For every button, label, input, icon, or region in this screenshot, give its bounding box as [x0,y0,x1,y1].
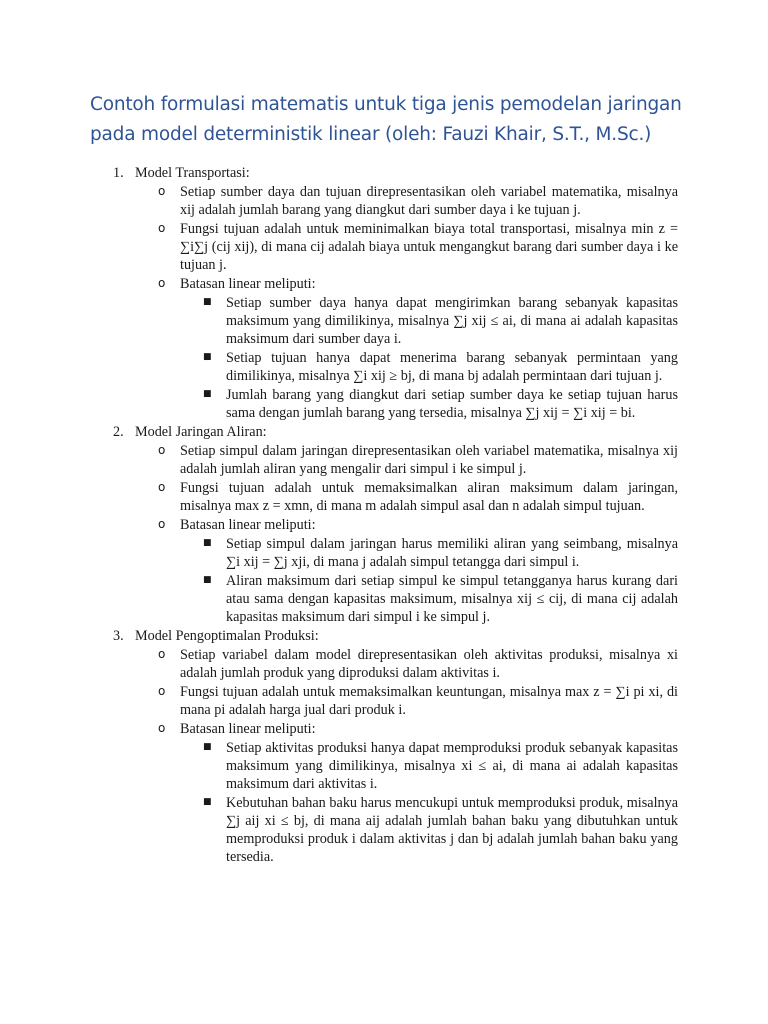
circle-bullet-icon: o [158,721,166,735]
section-title: Model Pengoptimalan Produksi: [135,628,319,644]
section-number: 2. [113,424,124,440]
section-transportasi [0,164,768,422]
square-bullet-icon: ■ [203,742,212,752]
document-body [0,164,768,867]
sub-list-item: ■ Setiap sumber daya hanya dapat mengirimkan barang sebanyak kapasitas maksimum yang dimilikinya, misalnya ∑j xij ≤ ai, di mana ai adalah kapasitas maksimum dari sumber daya i. [203,295,678,347]
section-number: 3. [113,628,124,644]
circle-bullet-icon: o [158,684,166,698]
list-item: o Fungsi tujuan adalah untuk meminimalkan biaya total transportasi, misalnya min z = ∑i∑j (cij xij), di mana cij adalah biaya untuk mengangkut barang dari sumber daya i ke tujuan j. [158,221,678,273]
list-item: o Fungsi tujuan adalah untuk memaksimalkan keuntungan, misalnya max z = ∑i pi xi, di mana pi adalah harga jual dari produk i. [158,684,678,718]
list-item: o Batasan linear meliputi: [158,276,316,292]
circle-bullet-icon: o [158,276,166,290]
square-bullet-icon: ■ [203,538,212,548]
circle-bullet-icon: o [158,221,166,235]
circle-bullet-icon: o [158,480,166,494]
sub-list-item: ■ Kebutuhan bahan baku harus mencukupi untuk memproduksi produk, misalnya ∑j aij xi ≤ bj, di mana aij adalah jumlah bahan baku yang dibutuhkan untuk memproduksi produk i dalam aktivitas j dan bj adalah jumlah bahan baku yang tersedia. [203,795,678,865]
sub-list-item: ■ Setiap aktivitas produksi hanya dapat memproduksi produk sebanyak kapasitas maksimum yang dimilikinya, misalnya xi ≤ ai, di mana ai adalah kapasitas maksimum dari aktivitas i. [203,740,678,792]
list-item: o Batasan linear meliputi: [158,517,316,533]
sub-list-item: ■ Setiap tujuan hanya dapat menerima barang sebanyak permintaan yang dimilikinya, misalnya ∑i xij ≥ bj, di mana bj adalah permintaan dari tujuan j. [203,350,678,384]
list-item: o Batasan linear meliputi: [158,721,316,737]
circle-bullet-icon: o [158,184,166,198]
sub-list-item: ■ Aliran maksimum dari setiap simpul ke simpul tetangganya harus kurang dari atau sama dengan kapasitas maksimum, misalnya xij ≤ cij, di mana cij adalah kapasitas maksimum dari simpul i ke simpul j. [203,573,678,625]
list-item: o Setiap simpul dalam jaringan direpresentasikan oleh variabel matematika, misalnya xij adalah jumlah aliran yang mengalir dari simpul i ke simpul j. [158,443,678,477]
section-pengoptimalan-produksi [0,627,768,866]
square-bullet-icon: ■ [203,389,212,399]
list-item: o Fungsi tujuan adalah untuk memaksimalkan aliran maksimum dalam jaringan, misalnya max z = xmn, di mana m adalah simpul asal dan n adalah simpul tujuan. [158,480,678,514]
section-number: 1. [113,165,124,181]
square-bullet-icon: ■ [203,797,212,807]
document-title: Contoh formulasi matematis untuk tiga jenis pemodelan jaringan pada model deterministik linear (oleh: Fauzi Khair, S.T., M.Sc.) [90,94,682,145]
section-title: Model Transportasi: [135,165,250,181]
sub-list-item: ■ Jumlah barang yang diangkut dari setiap sumber daya ke setiap tujuan harus sama dengan jumlah barang yang tersedia, misalnya ∑j xij = ∑i xij = bi. [203,387,678,421]
square-bullet-icon: ■ [203,297,212,307]
sub-list-item: ■ Setiap simpul dalam jaringan harus memiliki aliran yang seimbang, misalnya ∑i xij = ∑j xji, di mana j adalah simpul tetangga dari simpul i. [203,536,678,570]
circle-bullet-icon: o [158,647,166,661]
circle-bullet-icon: o [158,443,166,457]
section-title: Model Jaringan Aliran: [135,424,267,440]
list-item: o Setiap variabel dalam model direpresentasikan oleh aktivitas produksi, misalnya xi adalah jumlah produk yang diproduksi dalam aktivitas i. [158,647,678,681]
square-bullet-icon: ■ [203,352,212,362]
square-bullet-icon: ■ [203,575,212,585]
circle-bullet-icon: o [158,517,166,531]
list-item: o Setiap sumber daya dan tujuan direpresentasikan oleh variabel matematika, misalnya xij adalah jumlah barang yang diangkut dari sumber daya i ke tujuan j. [158,184,678,218]
section-jaringan-aliran [0,423,768,626]
